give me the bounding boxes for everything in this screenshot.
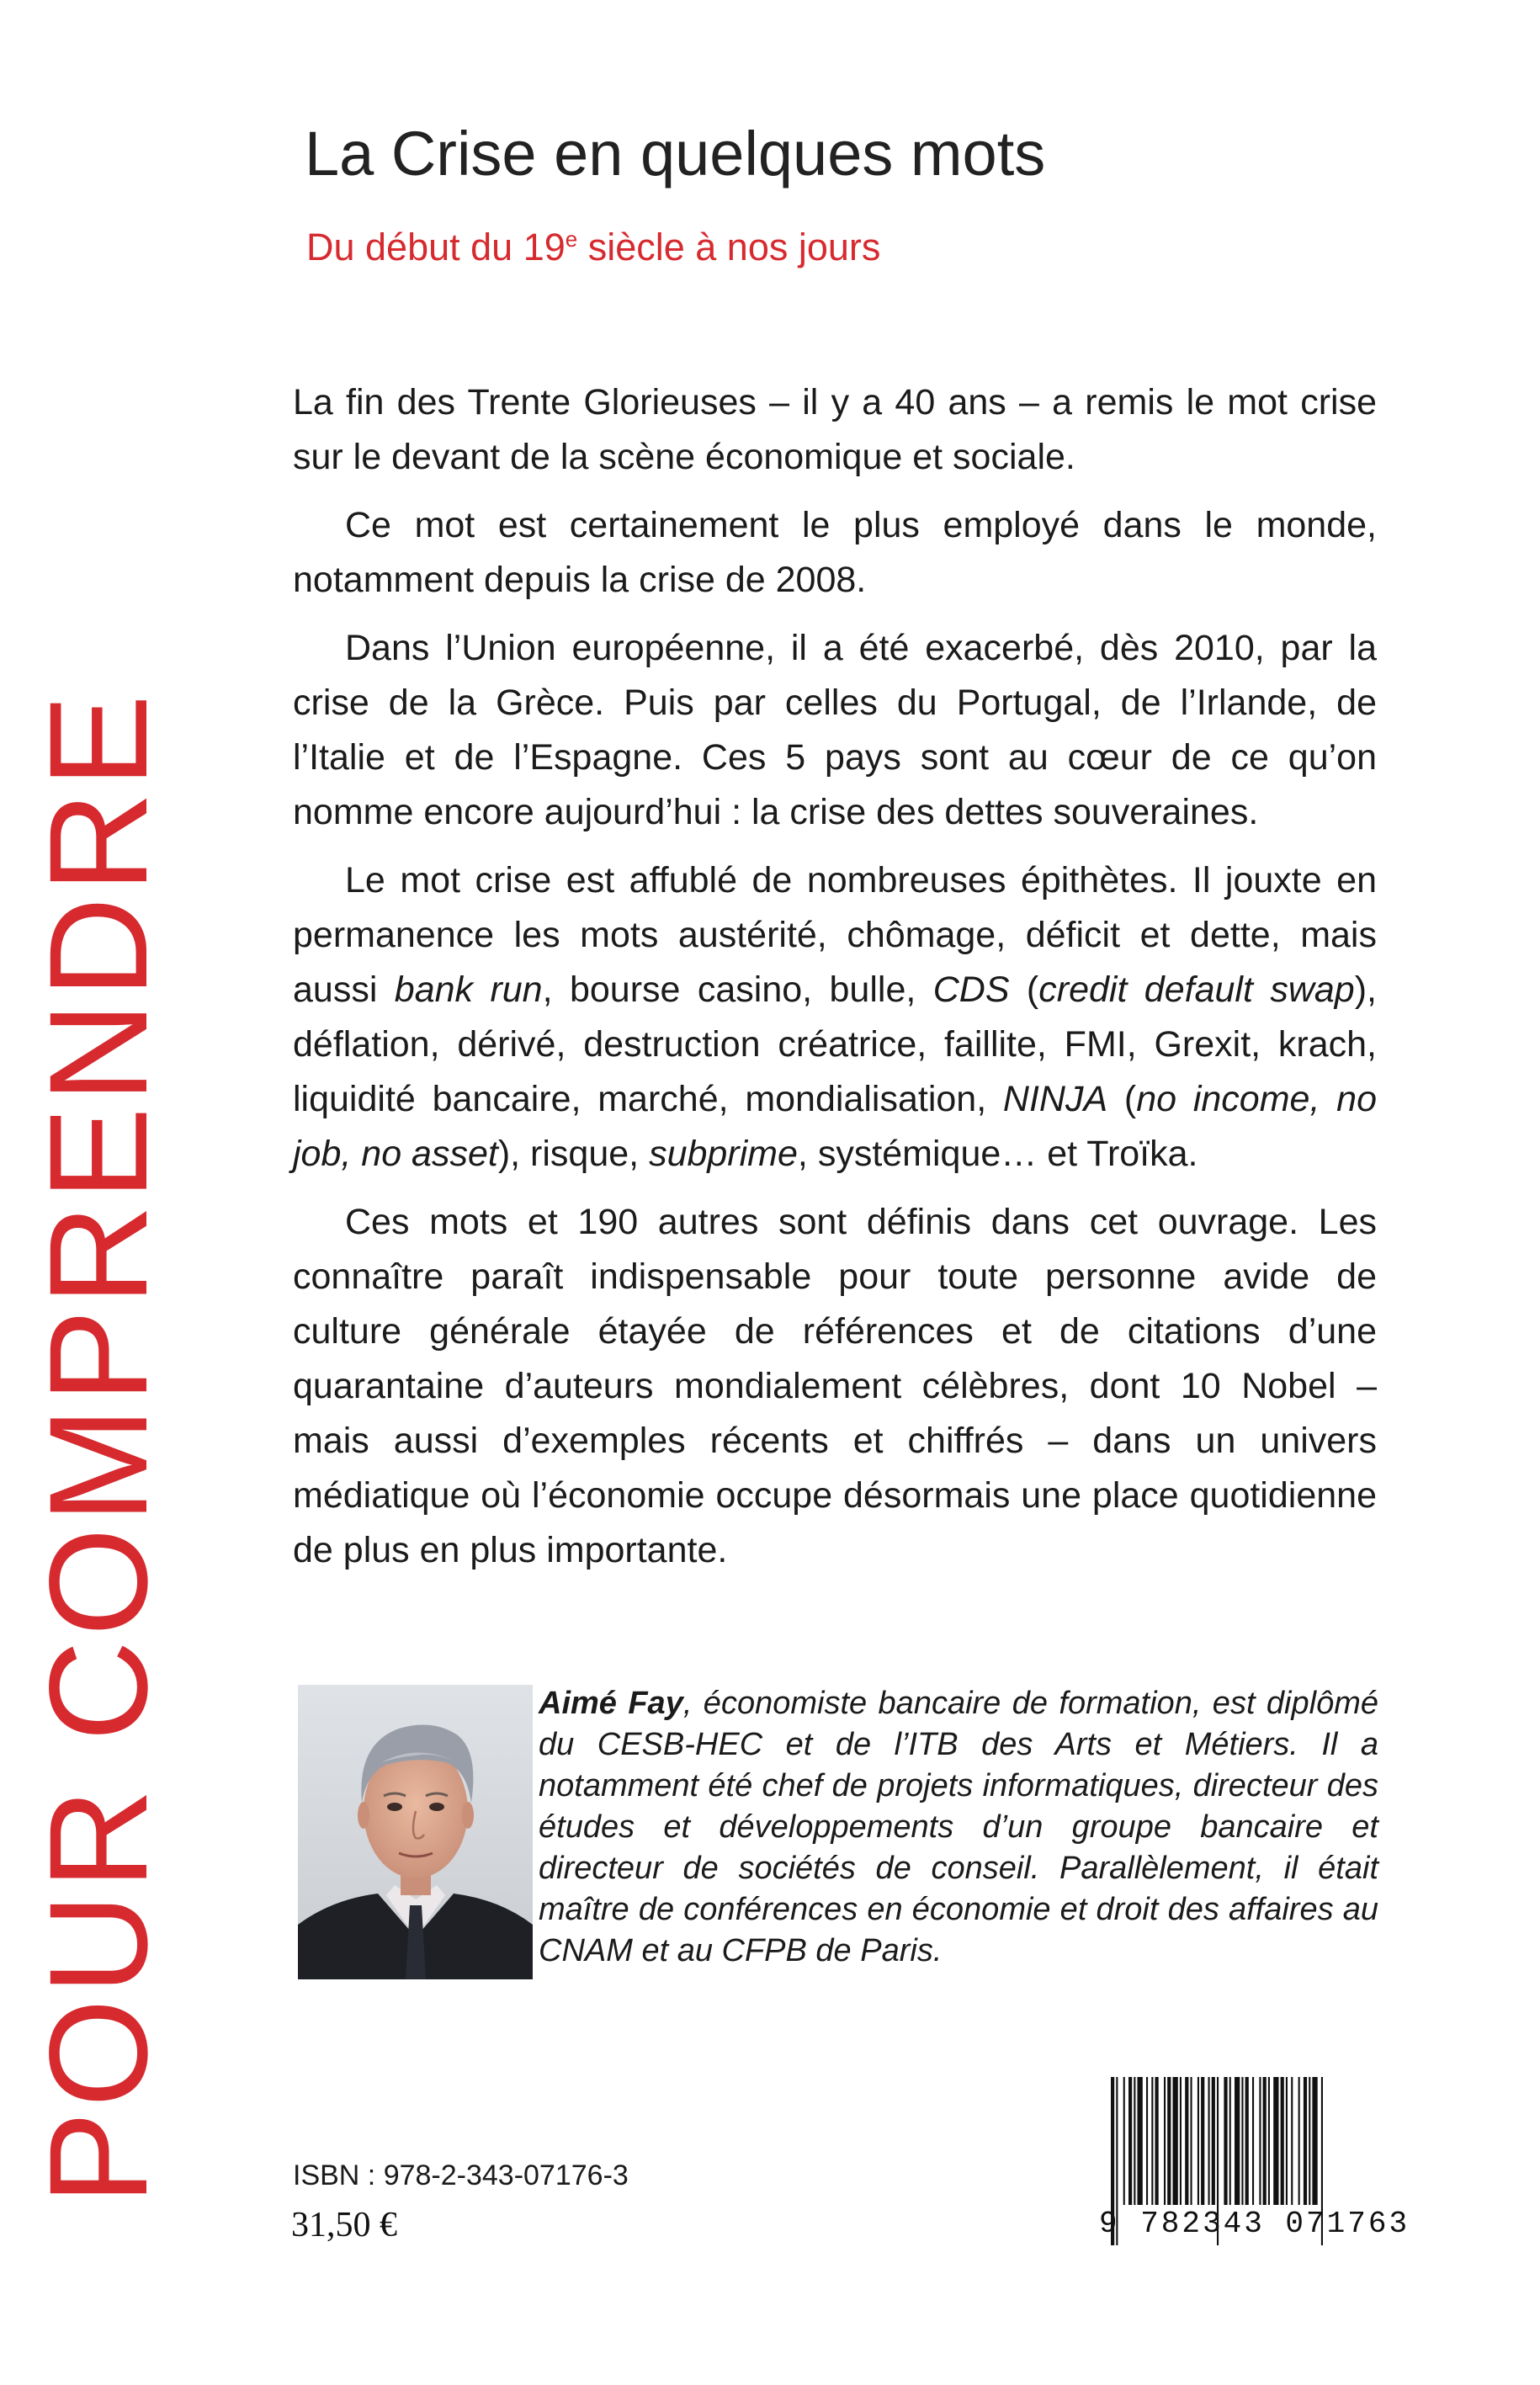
- barcode-bar: [1180, 2077, 1182, 2205]
- keywords-text: ), risque,: [497, 1134, 650, 1174]
- blurb-paragraph: Dans l’Union européenne, il a été exacerbé, dès 2010, par la crise de la Grèce. Puis par celles du Portugal, de l’Irlande, de l’Italie et de l’Espagne. Ces 5 pays sont au cœur de ce qu’on nomme encore aujourd’hui : la crise des dettes souveraines.: [293, 628, 1377, 832]
- keywords-text: (: [1107, 1079, 1137, 1119]
- author-portrait-image: [298, 1685, 533, 1979]
- barcode-bar: [1259, 2077, 1261, 2205]
- barcode-bar: [1263, 2077, 1267, 2205]
- barcode-bar: [1134, 2077, 1135, 2205]
- barcode-bar: [1151, 2077, 1153, 2205]
- blurb-paragraph-keywords: [293, 853, 1377, 1182]
- barcode-bar: [1164, 2077, 1166, 2205]
- barcode-bar: [1245, 2077, 1249, 2205]
- keyword-italic: CDS: [932, 969, 1010, 1010]
- barcode-bar: [1229, 2077, 1231, 2205]
- barcode-bar: [1298, 2077, 1300, 2205]
- barcode-bar: [1201, 2077, 1204, 2205]
- barcode-bar: [1304, 2077, 1307, 2205]
- barcode-bar: [1191, 2077, 1192, 2205]
- series-vertical-title-container: [21, 640, 177, 2255]
- keywords-text: Le mot crise est affublé de nombreuses épithètes. Il jouxte en permanence les mots austérité, chômage, déficit et dette, mais aussi: [293, 860, 1377, 1010]
- keyword-italic: no income, no job, no asset: [293, 1079, 1377, 1174]
- price: 31,50 €: [291, 2206, 397, 2244]
- keyword-italic: credit default swap: [1038, 969, 1355, 1010]
- author-photo: [298, 1685, 533, 1979]
- barcode-bar: [1185, 2077, 1188, 2205]
- barcode-bar: [1273, 2077, 1278, 2205]
- barcode-bar: [1128, 2077, 1132, 2205]
- subtitle-superscript: e: [565, 226, 578, 252]
- keyword-italic: bank run: [394, 969, 543, 1010]
- barcode-digits: 9 782343 071763: [1099, 2207, 1410, 2241]
- subtitle-after: siècle à nos jours: [577, 226, 881, 268]
- author-bio: [539, 1683, 1378, 1972]
- keyword-italic: NINJA: [1002, 1079, 1108, 1119]
- author-bio-text: , économiste bancaire de formation, est diplômé du CESB-HEC et de l’ITB des Arts et Métiers. Il a notamment été chef de projets informatiques, directeur des études et développements d’un groupe bancaire et directeur de sociétés de conseil. Parallèlement, il était maître de conférences en économie et droit des affaires au CNAM et au CFPB de Paris.: [539, 1686, 1378, 1968]
- barcode-bar: [1155, 2077, 1159, 2205]
- keyword-italic: subprime: [649, 1134, 798, 1174]
- barcode-bar: [1281, 2077, 1284, 2205]
- keywords-text: , systémique… et Troïka.: [797, 1134, 1198, 1174]
- barcode-bar: [1241, 2077, 1243, 2205]
- barcode-bar: [1309, 2077, 1310, 2205]
- subtitle-before: Du début du 19: [306, 226, 566, 268]
- series-vertical-title: POUR COMPRENDRE: [21, 690, 177, 2205]
- barcode-bar: [1197, 2077, 1199, 2205]
- barcode-bar: [1146, 2077, 1148, 2205]
- author-name: Aimé Fay: [539, 1686, 683, 1721]
- book-subtitle: [306, 226, 880, 269]
- barcode-bar: [1138, 2077, 1143, 2205]
- barcode-bar: [1268, 2077, 1270, 2205]
- barcode-bar: [1173, 2077, 1178, 2205]
- keywords-text: , bourse casino, bulle,: [542, 969, 933, 1010]
- keywords-text: ), déflation, dérivé, destruction créatrice, faillite, FMI, Grexit, krach, liquidité bancaire, marché, mondialisation,: [293, 969, 1377, 1119]
- barcode-bar: [1235, 2077, 1240, 2205]
- blurb: [293, 375, 1377, 1591]
- barcode-bar: [1123, 2077, 1125, 2205]
- blurb-paragraph: Ce mot est certainement le plus employé dans le monde, notamment depuis la crise de 2008.: [293, 505, 1377, 600]
- isbn: ISBN : 978-2-343-07176-3: [293, 2159, 629, 2191]
- barcode-bar: [1208, 2077, 1210, 2205]
- keywords-text: (: [1009, 969, 1039, 1010]
- barcode-bar: [1252, 2077, 1254, 2205]
- barcode-bar: [1291, 2077, 1293, 2205]
- barcode-bar: [1312, 2077, 1317, 2205]
- book-title: La Crise en quelques mots: [305, 119, 1046, 189]
- barcode-bar: [1286, 2077, 1288, 2205]
- blurb-paragraph: Ces mots et 190 autres sont définis dans cet ouvrage. Les connaître paraît indispensable pour toute personne avide de culture générale étayée de références et de citations d’une quarantaine d’auteurs mondialement célèbres, dont 10 Nobel – mais aussi d’exemples récents et chiffrés – dans un univers médiatique où l’économie occupe désormais une place quotidienne de plus en plus importante.: [293, 1202, 1377, 1570]
- barcode-bar: [1212, 2077, 1215, 2205]
- barcode-bar: [1224, 2077, 1227, 2205]
- blurb-paragraph: La fin des Trente Glorieuses – il y a 40 ans – a remis le mot crise sur le devant de la scène économique et sociale.: [293, 382, 1377, 477]
- barcode-bar: [1167, 2077, 1171, 2205]
